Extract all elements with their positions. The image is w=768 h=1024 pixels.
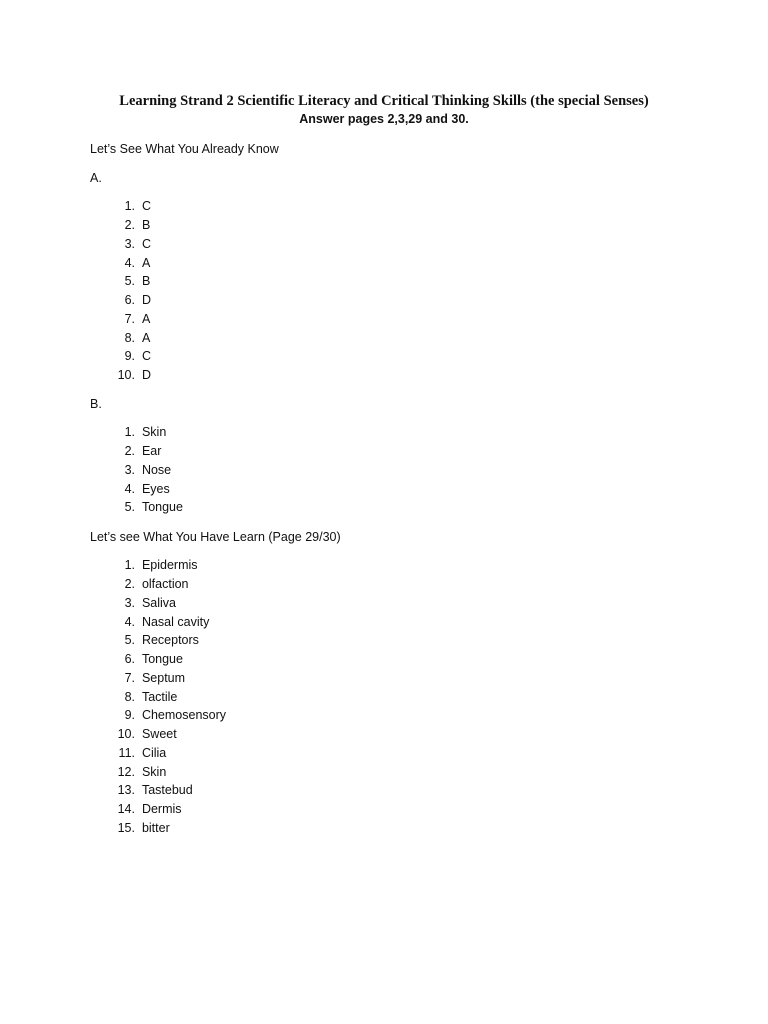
item-answer: Tastebud — [141, 783, 193, 798]
document-title: Learning Strand 2 Scientific Literacy and Critical Thinking Skills (the special Senses) — [119, 93, 649, 109]
item-answer: Sweet — [141, 727, 177, 742]
item-answer: C — [141, 236, 151, 251]
item-answer: A — [141, 330, 151, 345]
section-heading-already-know: Let’s See What You Already Know — [90, 142, 279, 156]
document-subtitle: Answer pages 2,3,29 and 30. — [299, 112, 469, 126]
item-number: 13. — [117, 783, 135, 798]
item-number: 1. — [124, 558, 135, 573]
item-answer: Eyes — [141, 481, 170, 496]
part-a-label: A. — [90, 171, 102, 185]
list-item — [108, 197, 151, 216]
list-item — [108, 650, 226, 669]
list-item — [108, 669, 226, 688]
item-answer: Epidermis — [141, 558, 198, 573]
item-answer: B — [141, 274, 151, 289]
item-number: 5. — [124, 633, 135, 648]
list-item — [108, 781, 226, 800]
item-number: 8. — [124, 330, 135, 345]
list-item — [108, 328, 151, 347]
item-answer: Nasal cavity — [141, 614, 210, 629]
item-number: 8. — [124, 689, 135, 704]
item-number: 11. — [118, 745, 135, 760]
item-number: 3. — [124, 595, 135, 610]
item-number: 4. — [124, 481, 135, 496]
item-answer: Chemosensory — [141, 708, 227, 723]
item-number: 1. — [124, 199, 135, 214]
list-item — [108, 253, 151, 272]
list-item — [108, 706, 226, 725]
item-answer: Saliva — [141, 595, 176, 610]
item-number: 3. — [124, 236, 135, 251]
list-item — [108, 819, 226, 838]
item-answer: Cilia — [141, 745, 167, 760]
learn-answer-list — [108, 556, 226, 837]
item-number: 10. — [117, 727, 135, 742]
item-number: 2. — [124, 577, 135, 592]
item-number: 10. — [117, 368, 135, 383]
list-item — [108, 556, 226, 575]
item-answer: D — [141, 368, 151, 383]
list-item — [108, 347, 151, 366]
item-number: 15. — [117, 820, 135, 835]
item-answer: Tongue — [141, 652, 183, 667]
list-item — [108, 442, 183, 461]
list-item — [108, 800, 226, 819]
list-item — [108, 575, 226, 594]
list-item — [108, 631, 226, 650]
item-number: 14. — [117, 802, 135, 817]
item-answer: Septum — [141, 670, 186, 685]
item-answer: bitter — [141, 820, 170, 835]
list-item — [108, 498, 183, 517]
item-number: 7. — [124, 670, 135, 685]
item-answer: D — [141, 293, 151, 308]
list-item — [108, 291, 151, 310]
item-answer: C — [141, 349, 151, 364]
item-number: 4. — [124, 255, 135, 270]
item-answer: C — [141, 199, 151, 214]
section-heading-have-learn: Let’s see What You Have Learn (Page 29/30) — [90, 530, 341, 544]
item-number: 6. — [124, 652, 135, 667]
item-number: 12. — [117, 764, 135, 779]
list-item — [108, 725, 226, 744]
list-item — [108, 272, 151, 291]
item-number: 5. — [124, 500, 135, 515]
item-answer: A — [141, 311, 151, 326]
list-item — [108, 235, 151, 254]
list-item — [108, 479, 183, 498]
list-item — [108, 216, 151, 235]
item-answer: Nose — [141, 462, 172, 477]
list-item — [108, 762, 226, 781]
item-answer: olfaction — [141, 577, 189, 592]
item-number: 1. — [124, 425, 135, 440]
item-answer: Skin — [141, 764, 167, 779]
item-answer: Dermis — [141, 802, 182, 817]
item-number: 2. — [124, 444, 135, 459]
part-b-answer-list — [108, 423, 183, 517]
list-item — [108, 366, 151, 385]
list-item — [108, 461, 183, 480]
item-answer: Ear — [141, 444, 162, 459]
item-answer: Receptors — [141, 633, 199, 648]
part-a-answer-list — [108, 197, 151, 385]
list-item — [108, 423, 183, 442]
list-item — [108, 310, 151, 329]
item-answer: Tactile — [141, 689, 178, 704]
item-number: 6. — [124, 293, 135, 308]
item-answer: Skin — [141, 425, 167, 440]
list-item — [108, 744, 226, 763]
list-item — [108, 612, 226, 631]
item-number: 5. — [124, 274, 135, 289]
item-number: 9. — [124, 708, 135, 723]
item-answer: Tongue — [141, 500, 183, 515]
item-number: 9. — [124, 349, 135, 364]
list-item — [108, 594, 226, 613]
item-number: 3. — [124, 462, 135, 477]
item-answer: A — [141, 255, 151, 270]
item-number: 4. — [124, 614, 135, 629]
item-number: 2. — [124, 218, 135, 233]
part-b-label: B. — [90, 397, 102, 411]
item-answer: B — [141, 218, 151, 233]
item-number: 7. — [124, 311, 135, 326]
list-item — [108, 687, 226, 706]
